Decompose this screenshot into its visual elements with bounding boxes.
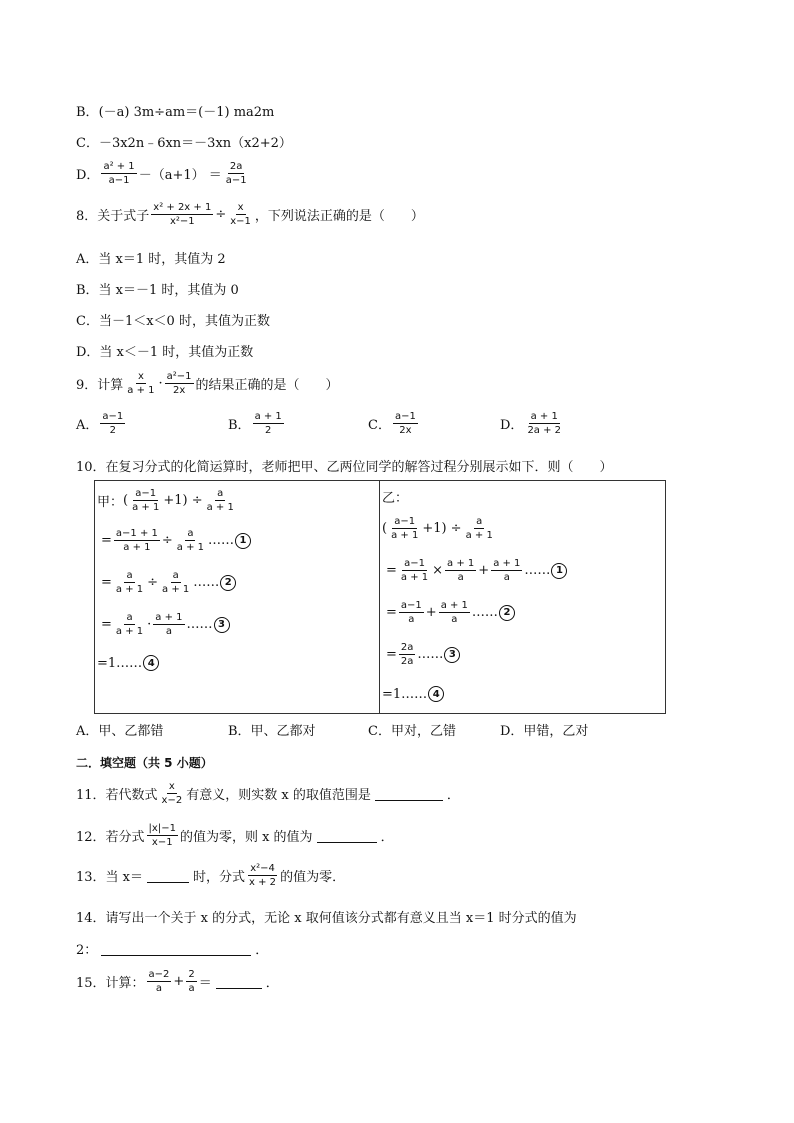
fraction: [114, 527, 160, 554]
fraction: [445, 557, 476, 584]
answer-blank[interactable]: [317, 828, 377, 843]
fraction: [114, 569, 145, 596]
fraction: [125, 370, 156, 397]
fraction: [389, 515, 420, 542]
denominator: x + 2: [249, 877, 277, 888]
numerator: 2a: [400, 642, 414, 653]
numerator: a: [172, 570, 179, 581]
denominator: a: [503, 572, 510, 583]
step-marker: 1: [235, 533, 251, 549]
numerator: a−1: [102, 411, 124, 422]
fraction: [399, 557, 430, 584]
numerator: a−1 + 1: [115, 528, 158, 539]
q7-option-c: [76, 132, 292, 151]
fraction: [464, 515, 495, 542]
fraction: [399, 599, 424, 626]
question-14-line-2: [76, 939, 268, 958]
fraction: [399, 641, 416, 668]
numerator: a + 1: [447, 558, 475, 569]
operator: +: [478, 563, 490, 578]
denominator: a: [457, 572, 464, 583]
numerator: a + 1: [493, 558, 521, 569]
question-text: 2：: [76, 943, 98, 958]
numerator: a: [126, 612, 133, 623]
fraction: [205, 487, 236, 514]
operator: +: [425, 605, 437, 620]
question-text: 8．关于式子: [76, 209, 150, 224]
numerator: a² + 1: [103, 161, 135, 172]
jia-line-4: = $\frac{a}{a + 1}$ · $\frac{a + 1}{a}$ …… 3: [101, 611, 230, 638]
section-heading: 二．填空题（共 5 小题）: [76, 756, 213, 770]
fraction: [228, 201, 253, 228]
denominator: x−2: [161, 795, 183, 806]
option-label: D．: [76, 168, 100, 183]
numerator: a + 1: [440, 600, 468, 611]
fraction: [147, 968, 172, 995]
operator: ÷: [215, 207, 227, 222]
fraction: [160, 569, 191, 596]
option-label: C．: [368, 418, 391, 433]
step-marker: 4: [143, 655, 159, 671]
numerator: a: [187, 528, 194, 539]
operator: ·: [147, 617, 152, 632]
step-marker: 3: [214, 617, 230, 633]
option-label: D．: [500, 418, 524, 433]
question-13: [76, 862, 345, 889]
q10-option-d: D．甲错，乙对: [500, 724, 589, 739]
denominator: 2: [264, 425, 272, 436]
q8-option-a: A．当 x＝1 时，其值为 2: [76, 252, 226, 267]
fraction: [160, 780, 185, 807]
question-text: 15．计算：: [76, 976, 145, 991]
denominator: 2x: [172, 385, 186, 396]
denominator: a: [188, 983, 195, 994]
numerator: a: [126, 570, 133, 581]
denominator: 2: [109, 425, 117, 436]
option-label: A．: [76, 418, 99, 433]
fraction: [114, 611, 145, 638]
denominator: a−1: [225, 175, 247, 186]
expression-text: +1) ÷: [163, 493, 203, 508]
question-15: [76, 968, 279, 995]
denominator: x²−1: [169, 216, 195, 227]
numerator: a−1: [404, 558, 425, 569]
denominator: a + 1: [123, 542, 151, 553]
q9-option-d: [500, 410, 565, 437]
fraction: [153, 611, 184, 638]
q7-option-d: [76, 160, 251, 187]
numerator: 2a: [229, 161, 243, 172]
student-name: 甲：: [97, 495, 124, 510]
denominator: a + 1: [206, 502, 234, 513]
jia-line-5: [97, 655, 159, 671]
denominator: a + 1: [400, 572, 429, 583]
question-12: [76, 822, 394, 849]
q10-option-a: A．甲、乙都错: [76, 724, 164, 739]
question-10-stem: 10．在复习分式的化简运算时，老师把甲、乙两位同学的解答过程分别展示如下．则（ ）: [76, 460, 613, 475]
option-label: B．: [228, 418, 251, 433]
fraction: [186, 968, 196, 995]
question-text: 13．当 x＝: [76, 870, 144, 885]
denominator: x−1: [230, 216, 251, 227]
denominator: a + 1: [127, 385, 155, 396]
numerator: x: [137, 371, 144, 382]
fraction: [525, 410, 563, 437]
yi-line-5: [382, 686, 444, 702]
option-label: C．: [76, 136, 99, 151]
denominator: 2a: [400, 656, 414, 667]
q10-option-b: B．甲、乙都对: [228, 724, 316, 739]
step-marker: 1: [551, 563, 567, 579]
numerator: a: [217, 488, 224, 499]
question-14-line-1: 14．请写出一个关于 x 的分式，无论 x 取何值该分式都有意义且当 x＝1 时分式的值为: [76, 911, 577, 926]
q8-option-c: C．当－1＜x＜0 时，其值为正数: [76, 314, 270, 329]
numerator: |x|−1: [148, 823, 176, 834]
denominator: a: [165, 626, 172, 637]
yi-line-4: = $\frac{2a}{2a}$ …… 3: [386, 641, 460, 668]
question-text: ，下列说法正确的是（ ）: [254, 209, 424, 224]
fraction: [165, 370, 194, 397]
question-text: 9．计算: [76, 378, 124, 393]
denominator: a: [155, 983, 163, 994]
expression-text: +1) ÷: [422, 521, 462, 536]
jia-line-3: = $\frac{a}{a + 1}$ ÷ $\frac{a}{a + 1}$ …… 2: [101, 569, 236, 596]
denominator: 2a + 2: [527, 425, 562, 436]
numerator: a−1: [394, 516, 416, 527]
answer-blank[interactable]: [216, 974, 262, 989]
yi-line-3: = $\frac{a-1}{a}$ + $\frac{a + 1}{a}$ …… 2: [386, 599, 515, 626]
expression-text: =1……: [382, 686, 428, 702]
denominator: a + 1: [391, 530, 419, 541]
question-11: [76, 780, 460, 807]
denominator: 2x: [399, 425, 412, 436]
numerator: a + 1: [530, 411, 558, 422]
solution-comparison-table: [94, 480, 666, 714]
table-divider: [379, 481, 380, 713]
denominator: x−1: [151, 837, 173, 848]
denominator: a: [408, 614, 415, 625]
numerator: x²−4: [250, 863, 275, 874]
numerator: a−1: [135, 488, 157, 499]
numerator: x² + 2x + 1: [153, 202, 212, 213]
fraction: [151, 201, 213, 228]
fraction: [253, 410, 284, 437]
operator: ÷: [147, 575, 159, 590]
question-9-stem: [76, 370, 339, 397]
question-text: 的结果正确的是（ ）: [195, 378, 339, 393]
q7-option-b: [76, 101, 274, 120]
answer-blank[interactable]: [101, 941, 251, 956]
question-text: 有意义，则实数 x 的取值范围是: [186, 788, 371, 803]
numerator: a + 1: [254, 411, 282, 422]
fraction: [101, 160, 136, 187]
numerator: a + 1: [155, 612, 183, 623]
step-marker: 4: [428, 686, 444, 702]
question-text: 12．若分式: [76, 830, 145, 845]
q9-option-c: [368, 410, 420, 437]
numerator: a−2: [148, 969, 170, 980]
expression-text: =1……: [97, 655, 143, 671]
option-label: B．: [76, 105, 99, 120]
step-marker: 2: [220, 575, 236, 591]
punctuation: ．: [255, 943, 269, 958]
q9-option-b: [228, 410, 286, 437]
question-text: 的值为零．: [280, 870, 346, 885]
jia-line-1: 甲： ( $\frac{a-1}{a + 1}$ +1) ÷ $\frac{a}{a + 1}$: [97, 488, 234, 513]
denominator: a + 1: [465, 530, 493, 541]
operator: ·: [158, 376, 163, 391]
question-8-stem: [76, 201, 424, 228]
fraction: [224, 160, 249, 187]
operator: ＝: [198, 976, 212, 991]
step-marker: 2: [499, 605, 515, 621]
numerator: x: [237, 202, 244, 213]
q8-option-b: B．当 x＝－1 时，其值为 0: [76, 283, 239, 298]
fraction: [247, 862, 278, 889]
denominator: a + 1: [132, 502, 160, 513]
operator: +: [173, 974, 185, 989]
yi-line-1: ( $\frac{a-1}{a + 1}$ +1) ÷ $\frac{a}{a + 1}$: [382, 516, 493, 541]
option-text: (－a) 3m÷am＝(－1) ma2m: [98, 105, 275, 120]
answer-blank[interactable]: [375, 786, 443, 801]
operator: ×: [432, 563, 444, 578]
answer-blank[interactable]: [147, 868, 189, 883]
yi-label: 乙：: [382, 491, 409, 506]
q10-option-c: C．甲对，乙错: [368, 724, 456, 739]
expression-text: －（a+1） ＝: [138, 168, 222, 183]
punctuation: ．: [265, 976, 279, 991]
denominator: a + 1: [115, 626, 144, 637]
numerator: 2: [188, 969, 195, 980]
fraction: [175, 527, 206, 554]
q8-option-d: D．当 x＜－1 时，其值为正数: [76, 345, 254, 360]
jia-line-2: = $\frac{a-1 + 1}{a + 1}$ ÷ $\frac{a}{a + 1}$ …… 1: [101, 527, 251, 554]
fraction: [130, 487, 161, 514]
denominator: a + 1: [176, 542, 205, 553]
question-text: 的值为零，则 x 的值为: [179, 830, 313, 845]
fraction: [393, 410, 418, 437]
denominator: a: [451, 614, 458, 625]
yi-line-2: = $\frac{a-1}{a + 1}$ × $\frac{a + 1}{a}$ + $\frac{a + 1}{a}$ …… 1: [386, 557, 567, 584]
denominator: a−1: [108, 175, 130, 186]
q9-option-a: [76, 410, 127, 437]
fraction: [147, 822, 178, 849]
denominator: a + 1: [162, 584, 190, 595]
numerator: x: [168, 781, 175, 792]
numerator: a−1: [394, 411, 416, 422]
fraction: [491, 557, 522, 584]
fraction: [439, 599, 470, 626]
option-text: －3x2n﹣6xn＝－3xn（x2+2）: [98, 136, 292, 151]
punctuation: ．: [446, 788, 460, 803]
question-text: 时，分式: [193, 870, 246, 885]
denominator: a + 1: [115, 584, 144, 595]
operator: ÷: [161, 533, 173, 548]
numerator: a: [476, 516, 483, 527]
punctuation: ．: [380, 830, 394, 845]
fraction: [100, 410, 125, 437]
numerator: a²−1: [166, 371, 192, 382]
step-marker: 3: [444, 647, 460, 663]
numerator: a−1: [400, 600, 422, 611]
question-text: 11．若代数式: [76, 788, 158, 803]
